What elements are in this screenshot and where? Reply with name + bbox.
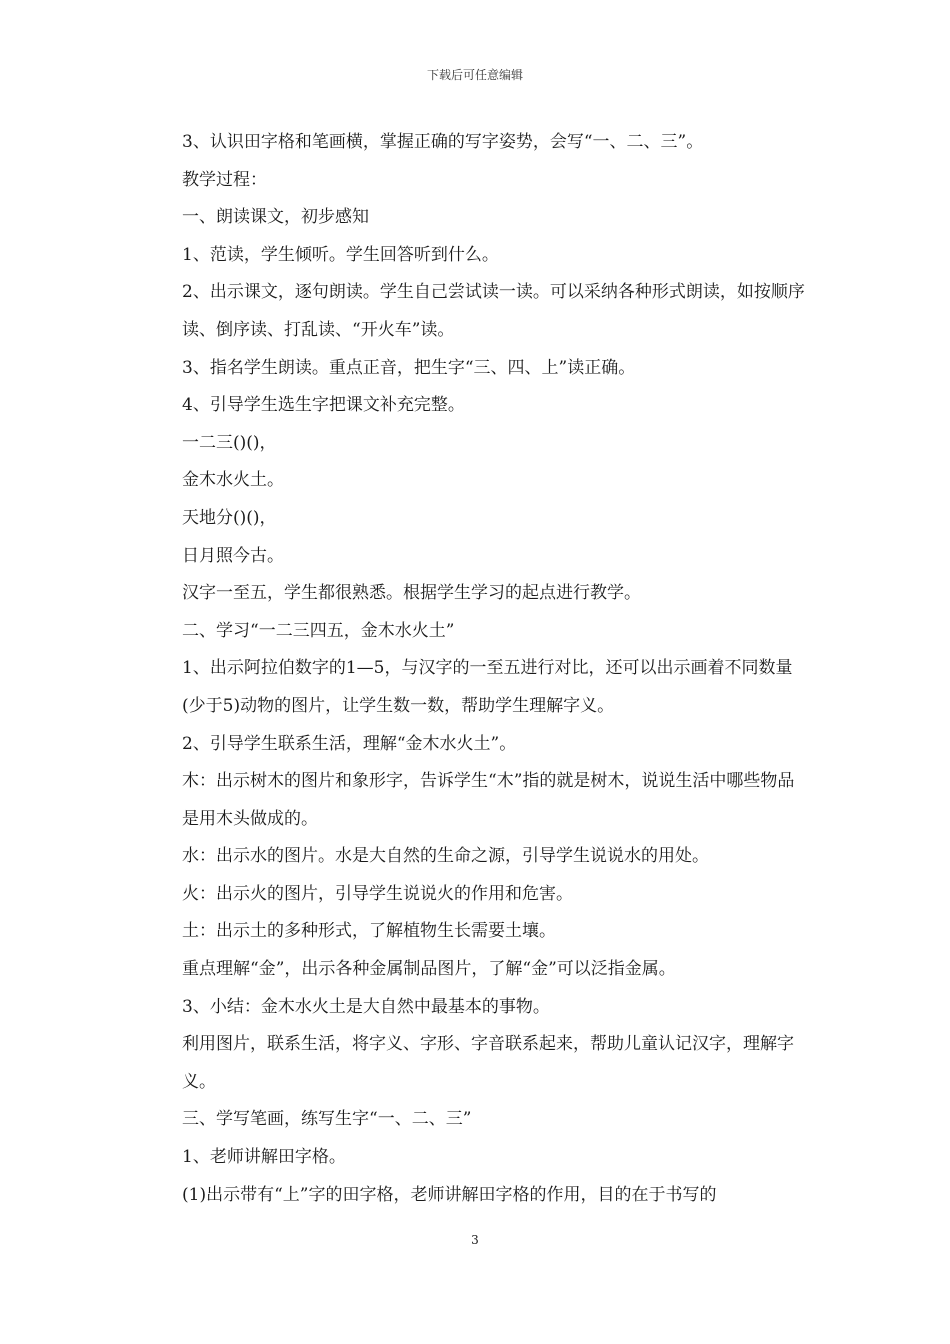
paragraph: 利用图片，联系生活，将字义、字形、字音联系起来，帮助儿童认记汉字，理解字义。	[182, 1034, 794, 1092]
paragraph: 汉字一至五，学生都很熟悉。根据学生学习的起点进行教学。	[182, 583, 641, 604]
paragraph: 重点理解“金”，出示各种金属制品图片，了解“金”可以泛指金属。	[182, 959, 676, 980]
paragraph: 1、出示阿拉伯数字的1—5，与汉字的一至五进行对比，还可以出示画着不同数量(少于5)动物的图片，让学生数一数，帮助学生理解字义。	[182, 658, 793, 716]
verse-line: 金木水火土。	[182, 470, 284, 491]
section-heading: 一、朗读课文，初步感知	[182, 207, 369, 228]
section-heading: 二、学习“一二三四五，金木水火土”	[182, 620, 455, 641]
paragraph: (1)出示带有“上”字的田字格，老师讲解田字格的作用，目的在于书写的	[182, 1184, 717, 1205]
paragraph: 2、出示课文，逐句朗读。学生自己尝试读一读。可以采纳各种形式朗读，如按顺序读、倒序读、打乱读、“开火车”读。	[182, 282, 805, 340]
page-header: 下载后可任意编辑	[426, 68, 523, 82]
paragraph: 3、认识田字格和笔画横，掌握正确的写字姿势，会写“一、二、三”。	[182, 132, 704, 152]
paragraph: 教学过程：	[182, 169, 267, 190]
paragraph: 木：出示树木的图片和象形字，告诉学生“木”指的就是树木，说说生活中哪些物品是用木头做成的。	[182, 771, 795, 829]
paragraph: 水：出示水的图片。水是大自然的生命之源，引导学生说说水的用处。	[182, 846, 709, 867]
paragraph: 2、引导学生联系生活，理解“金木水火土”。	[182, 733, 517, 754]
verse-line: 天地分()()，	[182, 507, 277, 528]
verse-line: 一二三()()，	[182, 432, 277, 453]
paragraph: 土：出示土的多种形式，了解植物生长需要土壤。	[182, 921, 556, 942]
paragraph: 4、引导学生选生字把课文补充完整。	[182, 395, 465, 416]
paragraph: 3、小结：金木水火土是大自然中最基本的事物。	[182, 996, 550, 1017]
section-heading: 三、学写笔画，练写生字“一、二、三”	[182, 1109, 472, 1130]
paragraph: 3、指名学生朗读。重点正音，把生字“三、四、上”读正确。	[182, 357, 636, 378]
verse-line: 日月照今古。	[182, 545, 284, 566]
paragraph: 1、老师讲解田字格。	[182, 1147, 346, 1168]
page-number: 3	[471, 1233, 479, 1247]
document-body	[145, 124, 810, 1214]
paragraph: 火：出示火的图片，引导学生说说火的作用和危害。	[182, 883, 573, 904]
paragraph: 1、范读，学生倾听。学生回答听到什么。	[182, 244, 499, 265]
